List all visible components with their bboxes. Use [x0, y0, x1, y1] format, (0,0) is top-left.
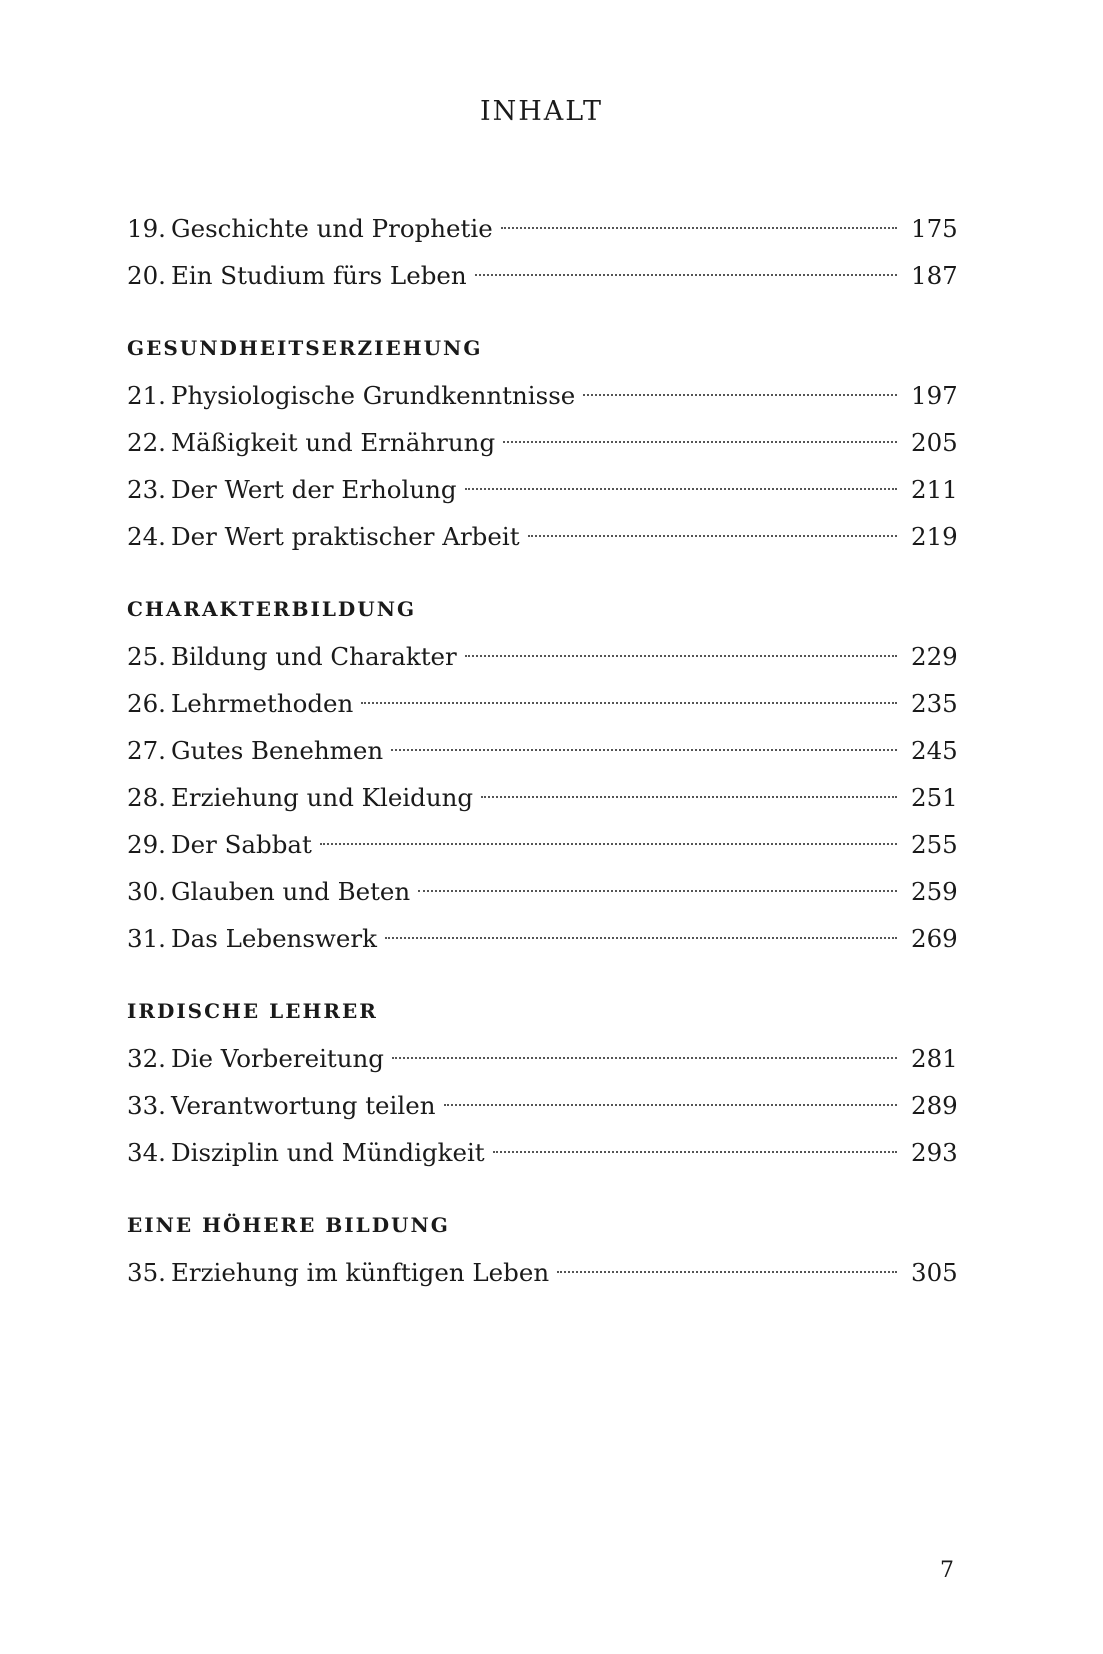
chapter-title: Lehrmethoden: [171, 689, 354, 718]
chapter-number: 33.: [127, 1091, 166, 1120]
dot-leader: [501, 227, 897, 229]
chapter-page-number: 229: [911, 642, 958, 671]
toc-entry: [127, 372, 958, 419]
chapter-page-number: 205: [911, 428, 958, 457]
dot-leader: [465, 655, 897, 657]
dot-leader: [481, 796, 897, 798]
toc-entry: [127, 466, 958, 513]
page-title: INHALT: [479, 96, 604, 127]
chapter-title: Gutes Benehmen: [171, 736, 384, 765]
chapter-page-number: 281: [911, 1044, 958, 1073]
chapter-page-number: 269: [911, 924, 958, 953]
chapter-page-number: 211: [911, 475, 958, 504]
toc-entry: [127, 680, 958, 727]
chapter-number: 34.: [127, 1138, 166, 1167]
chapter-title: Der Wert der Erholung: [171, 475, 457, 504]
chapter-number: 24.: [127, 522, 166, 551]
chapter-title: Das Lebenswerk: [171, 924, 377, 953]
chapter-number: 23.: [127, 475, 166, 504]
chapter-title: Disziplin und Mündigkeit: [171, 1138, 485, 1167]
chapter-title: Ein Studium fürs Leben: [171, 261, 467, 290]
toc-entry: [127, 1249, 958, 1296]
toc-entry: [127, 513, 958, 560]
chapter-title: Geschichte und Prophetie: [171, 214, 493, 243]
toc-entry: [127, 868, 958, 915]
chapter-page-number: 259: [911, 877, 958, 906]
table-of-contents: [127, 205, 958, 1296]
toc-entry: [127, 419, 958, 466]
chapter-number: 35.: [127, 1258, 166, 1287]
page-number: 7: [940, 1558, 954, 1583]
chapter-title: Bildung und Charakter: [171, 642, 457, 671]
chapter-title: Erziehung und Kleidung: [171, 783, 474, 812]
dot-leader: [528, 535, 897, 537]
chapter-page-number: 219: [911, 522, 958, 551]
chapter-number: 20.: [127, 261, 166, 290]
dot-leader: [465, 488, 897, 490]
dot-leader: [557, 1271, 897, 1273]
toc-entry: [127, 252, 958, 299]
toc-section: [127, 1201, 958, 1296]
chapter-number: 30.: [127, 877, 166, 906]
chapter-title: Physiologische Grundkenntnisse: [171, 381, 576, 410]
dot-leader: [320, 843, 897, 845]
chapter-title: Der Wert praktischer Arbeit: [171, 522, 520, 551]
toc-entry: [127, 821, 958, 868]
chapter-number: 22.: [127, 428, 166, 457]
dot-leader: [493, 1151, 897, 1153]
chapter-title: Erziehung im künftigen Leben: [171, 1258, 550, 1287]
chapter-number: 26.: [127, 689, 166, 718]
chapter-number: 28.: [127, 783, 166, 812]
chapter-title: Glauben und Beten: [171, 877, 411, 906]
chapter-page-number: 293: [911, 1138, 958, 1167]
toc-entry: [127, 1129, 958, 1176]
chapter-number: 31.: [127, 924, 166, 953]
chapter-title: Der Sabbat: [171, 830, 312, 859]
section-heading: CHARAKTERBILDUNG: [127, 597, 417, 621]
chapter-number: 29.: [127, 830, 166, 859]
chapter-number: 19.: [127, 214, 166, 243]
chapter-page-number: 197: [911, 381, 958, 410]
toc-entry: [127, 1035, 958, 1082]
dot-leader: [475, 274, 897, 276]
chapter-page-number: 305: [911, 1258, 958, 1287]
chapter-title: Mäßigkeit und Ernährung: [171, 428, 496, 457]
dot-leader: [583, 394, 897, 396]
dot-leader: [503, 441, 897, 443]
toc-entry: [127, 633, 958, 680]
toc-entry: [127, 727, 958, 774]
toc-section: [127, 585, 958, 962]
toc-section: [127, 987, 958, 1176]
toc-entry: [127, 1082, 958, 1129]
chapter-title: Verantwortung teilen: [171, 1091, 436, 1120]
chapter-page-number: 235: [911, 689, 958, 718]
dot-leader: [444, 1104, 898, 1106]
chapter-title: Die Vorbereitung: [171, 1044, 384, 1073]
dot-leader: [392, 1057, 897, 1059]
chapter-number: 25.: [127, 642, 166, 671]
toc-section: [127, 324, 958, 560]
dot-leader: [361, 702, 897, 704]
dot-leader: [385, 937, 897, 939]
chapter-page-number: 289: [911, 1091, 958, 1120]
chapter-number: 32.: [127, 1044, 166, 1073]
toc-section: [127, 205, 958, 299]
toc-entry: [127, 774, 958, 821]
chapter-number: 21.: [127, 381, 166, 410]
toc-entry: [127, 915, 958, 962]
chapter-page-number: 175: [911, 214, 958, 243]
section-heading: EINE HÖHERE BILDUNG: [127, 1213, 450, 1237]
chapter-page-number: 251: [911, 783, 958, 812]
section-heading: GESUNDHEITSERZIEHUNG: [127, 336, 483, 360]
chapter-page-number: 187: [911, 261, 958, 290]
chapter-page-number: 245: [911, 736, 958, 765]
chapter-page-number: 255: [911, 830, 958, 859]
chapter-number: 27.: [127, 736, 166, 765]
section-heading: IRDISCHE LEHRER: [127, 999, 378, 1023]
toc-entry: [127, 205, 958, 252]
dot-leader: [391, 749, 897, 751]
dot-leader: [418, 890, 897, 892]
